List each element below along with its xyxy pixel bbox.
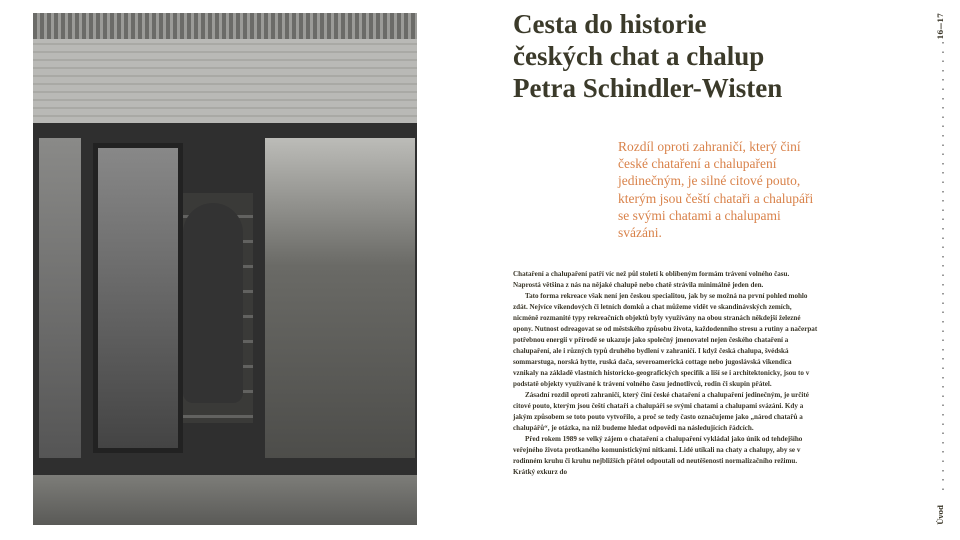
open-door [93, 143, 183, 453]
chapter-label: Úvod [936, 505, 945, 525]
title-line: Petra Schindler-Wisten [513, 73, 783, 103]
paragraph: Před rokem 1989 se velký zájem o chataření a chalupaření vykládal jako únik od tehdejšího veřejného života protkaného komunistickými nitkami. Lidé utíkali na chaty a chalupy, aby se v rodinném kruhu či kruhu nejbližších přátel odpoutali od neutěšenosti normalizačního režimu. Krátký exkurz do [513, 435, 803, 476]
title-line: Cesta do historie [513, 9, 707, 39]
paragraph: Zásadní rozdíl oproti zahraničí, který činí české chataření a chalupaření jedinečným, je určité citové pouto, kterým jsou čeští chataři a chalupáři se svými chatami a chalupami svázáni. Kdy a jakým způsobem se toto pouto vytvořilo, a proč se tedy často označujeme jako „národ chatařů a chalupářů“, je otázka, na niž budeme hledat odpovědi na následujících řádcích. [513, 391, 809, 432]
dotted-rule [942, 42, 944, 497]
author-photo [33, 13, 417, 525]
glass-right [265, 138, 415, 458]
grass [33, 475, 417, 525]
chapter-title [513, 8, 782, 104]
paragraph: Chataření a chalupaření patří víc než půl století k oblíbeným formám trávení volného času. Naprostá většina z nás na nějaké chalupě nebo chatě strávila minimálně jeden den. [513, 270, 790, 289]
pull-quote: Rozdíl oproti zahraničí, který činí české chataření a chalupaření jedinečným, je silné citové pouto, kterým jsou čeští chataři a chalupáři se svými chatami a chalupami svázáni. [618, 139, 814, 241]
page-numbers: 16—17 [936, 13, 945, 40]
paragraph: Tato forma rekreace však není jen českou specialitou, jak by se možná na první pohled mohlo zdát. Nejvíce víkendových či letních domků a chat můžeme vidět ve skandinávských zemích, nicméně rozmanité typy rekreačních objektů byly využívány na obou stranách někdejší železné opony. Nutnost odreagovat se od městského způsobu života, každodenního stresu a rutiny a načerpat potřebnou energii v přírodě se ukazuje jako společný jmenovatel nejen českého chataření a chalupaření, ale i různých typů druhého bydlení v zahraničí. I když česká chalupa, švédská sommarstuga, norská hytte, ruská dača, severoamerická cottage nebo jugoslávská vikendica vznikaly na základě vlastních historicko-geografických specifik a liší se i architektonicky, jsou to v podstatě objekty využívané k trávení volného času jednotlivců, rodin či skupin přátel. [513, 292, 818, 388]
wooden-slats [33, 13, 417, 39]
woman-figure [183, 203, 243, 403]
title-line: českých chat a chalup [513, 41, 765, 71]
glass-left [39, 138, 81, 458]
body-text [513, 269, 818, 478]
